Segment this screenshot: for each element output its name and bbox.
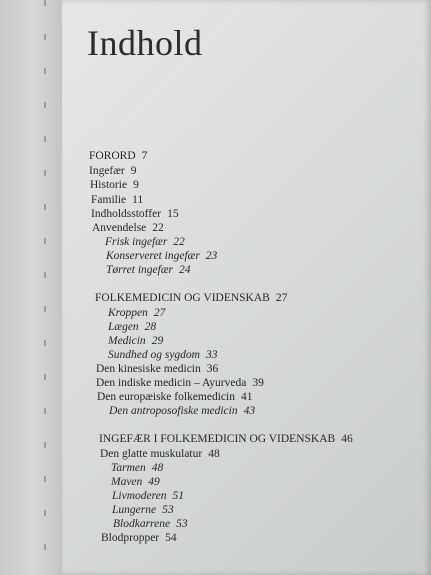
page-title: Indhold: [87, 23, 203, 63]
toc-entry-label: Tarmen: [111, 462, 146, 474]
toc-entry-page: 39: [252, 377, 264, 389]
toc-entry-page: 49: [148, 476, 160, 488]
toc-entry-page: 33: [206, 349, 218, 361]
toc-entry-label: Blodkarrene: [113, 518, 171, 530]
toc-entry-label: FOLKEMEDICIN OG VIDENSKAB: [95, 292, 270, 304]
toc-entry-label: Familie: [91, 194, 127, 206]
toc-entry-page: 43: [243, 405, 256, 417]
toc-entry-page: 41: [240, 391, 253, 403]
toc-entry-page: 36: [206, 363, 219, 375]
toc-entry: [100, 447, 220, 461]
toc-entry-label: Den europæiske folkemedicin: [97, 391, 235, 403]
toc-entry-label: Livmoderen: [112, 490, 167, 502]
toc-section-heading: [95, 291, 287, 305]
toc-subentry: [113, 517, 188, 531]
toc-subentry: [108, 348, 218, 362]
toc-entry-label: Frisk ingefær: [105, 236, 168, 248]
toc-entry-page: 48: [208, 448, 220, 460]
toc-subentry: [108, 306, 165, 320]
toc-entry-label: Konserveret ingefær: [106, 250, 200, 262]
toc-entry-page: 7: [141, 150, 148, 162]
toc-entry: [89, 149, 147, 163]
toc-entry-page: 15: [167, 208, 179, 220]
toc-entry-page: 46: [341, 433, 353, 445]
toc-entry-page: 23: [205, 250, 218, 262]
toc-subentry: [105, 235, 185, 249]
toc-entry-page: 22: [152, 222, 164, 234]
toc-entry: [96, 376, 264, 390]
toc-entry-label: Den kinesiske medicin: [96, 363, 201, 375]
toc-entry-page: 27: [275, 292, 288, 304]
toc-entry-page: 24: [178, 264, 191, 276]
toc-entry-page: 27: [153, 307, 166, 319]
toc-entry: [90, 178, 139, 192]
toc-entry: [89, 164, 137, 178]
toc-entry: [97, 390, 252, 404]
toc-entry-label: Lungerne: [112, 504, 157, 516]
toc-entry-page: 9: [130, 165, 137, 177]
toc-entry-label: Sundhed og sygdom: [108, 349, 200, 361]
toc-entry: [92, 221, 164, 235]
toc-entry-label: Den glatte muskulatur: [100, 448, 203, 460]
toc-entry-label: Anvendelse: [92, 222, 147, 234]
toc-entry: [91, 193, 143, 207]
toc-entry-label: INGEFÆR I FOLKEMEDICIN OG VIDENSKAB: [99, 433, 336, 445]
toc-entry-page: 11: [132, 194, 144, 206]
toc-subentry: [109, 404, 255, 418]
toc-entry: [91, 207, 179, 221]
toc-section-heading: [99, 432, 353, 446]
toc-entry-page: 53: [162, 504, 174, 516]
toc-entry-label: Den antroposofiske medicin: [109, 405, 238, 417]
toc-entry-label: Maven: [111, 476, 143, 488]
toc-entry-label: Historie: [90, 179, 128, 191]
toc-entry-label: Medicin: [108, 335, 146, 347]
toc-entry: [96, 362, 218, 376]
toc-subentry: [111, 475, 160, 489]
toc-subentry: [112, 503, 174, 517]
toc-entry-page: 9: [133, 179, 139, 191]
toc-entry-label: Den indiske medicin – Ayurveda: [96, 377, 247, 389]
toc-entry-page: 53: [176, 518, 188, 530]
toc-subentry: [112, 489, 184, 503]
toc-subentry: [108, 320, 156, 334]
toc-subentry: [106, 249, 217, 263]
toc-entry-page: 29: [151, 335, 164, 347]
toc-entry-page: 28: [144, 321, 157, 333]
toc-entry-label: FORORD: [89, 150, 136, 162]
toc-subentry: [108, 334, 163, 348]
toc-entry-label: Lægen: [108, 321, 139, 333]
toc-entry-label: Blodpropper: [101, 532, 160, 544]
toc-subentry: [111, 461, 163, 475]
toc-entry-label: Ingefær: [89, 165, 125, 177]
toc-entry-label: Indholdsstoffer: [91, 208, 162, 220]
toc-subentry: [106, 263, 190, 277]
toc-entry: [101, 531, 177, 545]
toc-entry-page: 51: [172, 490, 185, 502]
toc-entry-page: 48: [151, 462, 164, 474]
toc-entry-label: Kroppen: [108, 307, 148, 319]
toc-entry-page: 22: [173, 236, 185, 248]
toc-entry-page: 54: [165, 532, 177, 544]
toc-entry-label: Tørret ingefær: [106, 264, 173, 276]
